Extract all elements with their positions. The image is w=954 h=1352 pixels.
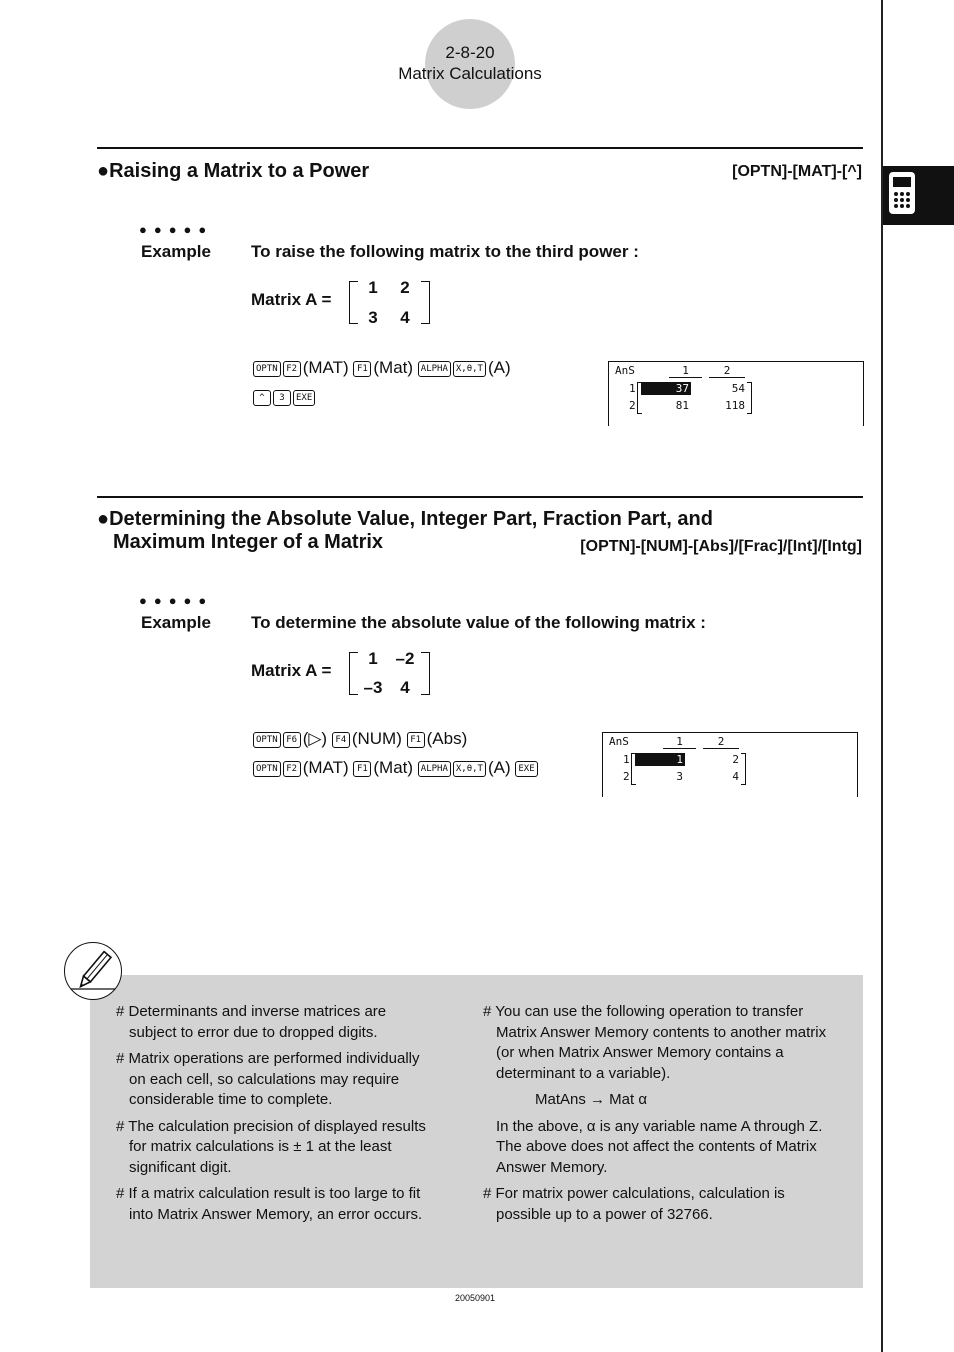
screen-bracket: [631, 753, 636, 785]
key-sequence-line: [253, 724, 540, 753]
screen-cell: 54: [731, 382, 745, 395]
matrix-label: Matrix A =: [251, 290, 332, 309]
x-theta-t-key: X,θ,T: [453, 761, 486, 777]
calculator-icon: [888, 171, 918, 217]
bullet-icon: ●: [97, 508, 110, 530]
section1-menu-path: [OPTN]-[MAT]-[^]: [732, 163, 862, 180]
pencil-icon: [65, 943, 121, 999]
calculator-screen: [602, 732, 858, 797]
key-sequence-line: [253, 753, 540, 782]
f6-key: F6: [283, 732, 301, 748]
section-title: Matrix Calculations: [398, 64, 542, 83]
matrix-cell: 1: [368, 278, 378, 297]
matrix-cell: 4: [400, 308, 410, 327]
key-caption: (A): [487, 358, 511, 377]
f1-key: F1: [353, 761, 371, 777]
matrix-cell: 3: [368, 308, 378, 327]
matrix-label: Matrix A =: [251, 661, 332, 680]
screen-col-header: 1: [669, 364, 702, 378]
screen-row-index: 2: [623, 770, 630, 783]
key-caption: (Mat): [373, 758, 414, 777]
matrix-bracket-left: [349, 281, 358, 324]
matrix-bracket-right: [421, 281, 430, 324]
screen-cell: 2: [732, 753, 739, 766]
matrix-cell: 1: [368, 649, 378, 668]
optn-key: OPTN: [253, 761, 281, 777]
f2-key: F2: [283, 761, 301, 777]
section2-title-line2: Maximum Integer of a Matrix: [113, 531, 384, 553]
note-item: # Determinants and inverse matrices are subject to error due to dropped digits.: [116, 1003, 387, 1041]
example-dots: ●●●●●: [139, 593, 214, 608]
screen-col-header: 2: [703, 735, 739, 749]
screen-header: AnS: [615, 364, 635, 377]
key-caption: (NUM): [351, 729, 402, 748]
example-text: To determine the absolute value of the following matrix :: [251, 613, 706, 632]
note-icon: [64, 942, 122, 1000]
note-item: # The calculation precision of displayed results for matrix calculations is ± 1 at the least significant digit.: [116, 1117, 426, 1176]
screen-cell: 81: [675, 399, 689, 412]
screen-bracket: [741, 753, 746, 785]
screen-cell: 3: [676, 770, 683, 783]
section2-menu-path: [OPTN]-[NUM]-[Abs]/[Frac]/[Int]/[Intg]: [580, 538, 862, 555]
alpha-key: ALPHA: [418, 361, 451, 377]
screen-bracket: [747, 382, 752, 414]
key-sequence-line: [253, 382, 511, 411]
f1-key: F1: [407, 732, 425, 748]
screen-cell: 118: [725, 399, 745, 412]
x-theta-t-key: X,θ,T: [453, 361, 486, 377]
key-sequence: [253, 353, 511, 411]
section1-title: ●Raising a Matrix to a Power: [97, 160, 370, 182]
screen-cell-selected: 37: [641, 382, 691, 395]
bullet-icon: ●: [97, 160, 110, 182]
key-caption: (MAT): [302, 358, 349, 377]
matrix-cell: 2: [400, 278, 410, 297]
note-formula: MatAns → Mat α: [535, 1091, 648, 1108]
exe-key: EXE: [515, 761, 537, 777]
note-item: # For matrix power calculations, calculation is possible up to a power of 32766.: [483, 1185, 785, 1223]
matrix-cell: 4: [400, 678, 410, 697]
screen-cell-selected: 1: [635, 753, 685, 766]
matrix-cell: –2: [395, 649, 415, 668]
calculator-screen: [608, 361, 864, 426]
key-caption: (▷): [302, 729, 328, 748]
note-item: # Matrix operations are performed individually on each cell, so calculations may require considerable time to complete.: [116, 1050, 420, 1108]
example-label: Example: [141, 242, 211, 261]
optn-key: OPTN: [253, 361, 281, 377]
screen-row-index: 2: [629, 399, 636, 412]
f1-key: F1: [353, 361, 371, 377]
key-sequence-line: [253, 353, 511, 382]
section-number: 2-8-20: [445, 43, 495, 62]
key-caption: (MAT): [302, 758, 349, 777]
matrix-cell: –3: [363, 678, 383, 697]
key-caption: (Abs): [426, 729, 468, 748]
screen-header: AnS: [609, 735, 629, 748]
screen-cell: 4: [732, 770, 739, 783]
key-caption: (A): [487, 758, 511, 777]
section2-title: ●Determining the Absolute Value, Integer Part, Fraction Part, and: [97, 508, 713, 530]
f2-key: F2: [283, 361, 301, 377]
note-item: # You can use the following operation to transfer Matrix Answer Memory contents to another matrix (or when Matrix Answer Memory contains a determinant to a variable).: [483, 1003, 827, 1082]
notes-right-column: [483, 1002, 833, 1231]
section-rule: [97, 496, 863, 498]
f4-key: F4: [332, 732, 350, 748]
alpha-key: ALPHA: [418, 761, 451, 777]
screen-col-header: 2: [709, 364, 745, 378]
screen-col-header: 1: [663, 735, 696, 749]
example-label: Example: [141, 613, 211, 632]
digit-3-key: 3: [273, 390, 291, 406]
screen-row-index: 1: [629, 382, 636, 395]
chapter-tab: [883, 166, 954, 225]
example-dots: ●●●●●: [139, 222, 214, 237]
page-header: [370, 42, 570, 84]
matrix-bracket-right: [421, 652, 430, 695]
note-item: # If a matrix calculation result is too large to fit into Matrix Answer Memory, an error occurs.: [116, 1185, 423, 1223]
example-text: To raise the following matrix to the third power :: [251, 242, 639, 261]
optn-key: OPTN: [253, 732, 281, 748]
screen-row-index: 1: [623, 753, 630, 766]
exe-key: EXE: [293, 390, 315, 406]
key-caption: (Mat): [373, 358, 414, 377]
notes-left-column: [116, 1002, 431, 1231]
key-sequence: [253, 724, 540, 782]
matrix-bracket-left: [349, 652, 358, 695]
footer-code: 20050901: [454, 1293, 496, 1303]
note-item: In the above, α is any variable name A through Z. The above does not affect the contents of Matrix Answer Memory.: [496, 1117, 823, 1176]
section-rule: [97, 147, 863, 149]
caret-key: ^: [253, 390, 271, 406]
screen-bracket: [637, 382, 642, 414]
